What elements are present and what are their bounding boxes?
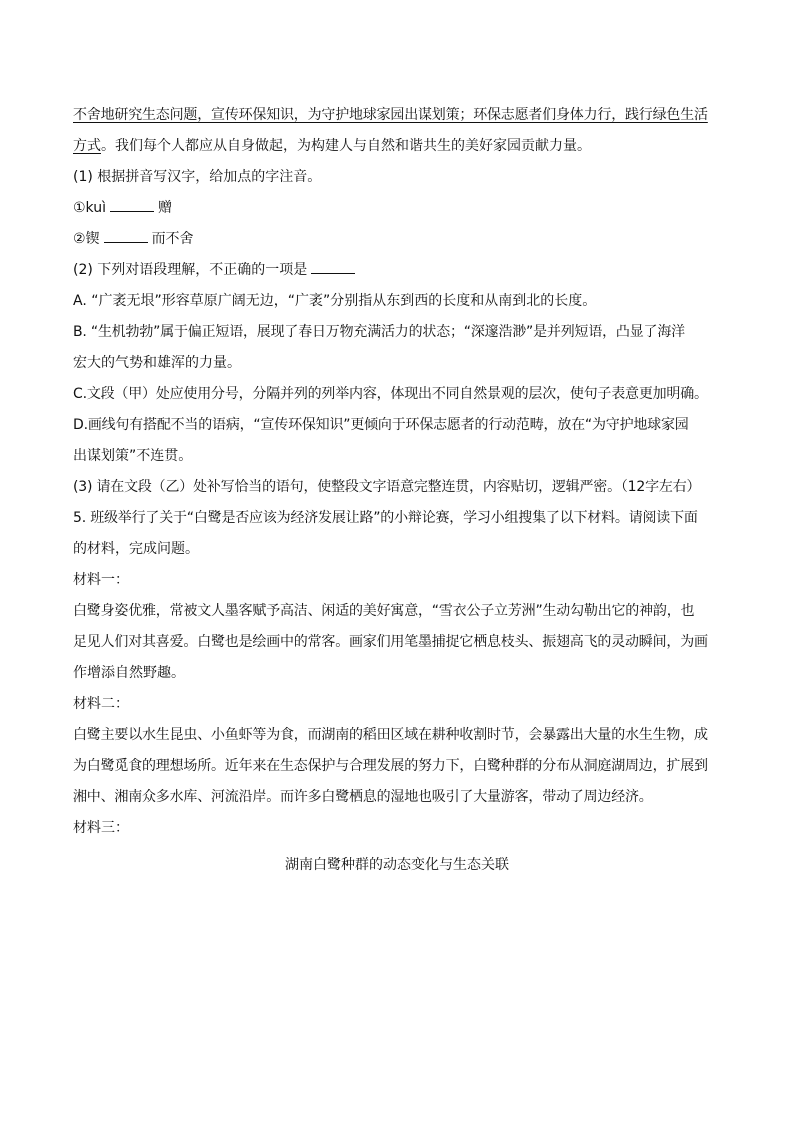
passage-line-2 <box>73 131 721 162</box>
item-1-suffix: 赠 <box>158 200 172 216</box>
question-1-item-2 <box>73 224 721 255</box>
material-1-line-3: 作增添自然野趣。 <box>73 665 185 681</box>
material-1-line-1: 白鹭身姿优雅，常被文人墨客赋予高洁、闲适的美好寓意，“雪衣公子立芳洲”生动勾勒出它的神韵，也 <box>73 603 695 619</box>
question-2-option-b-line-1: B. “生机勃勃”属于偏正短语，展现了春日万物充满活力的状态；“深邃浩渺”是并列短语，凸显了海洋 <box>73 324 685 340</box>
material-3-label: 材料三： <box>73 820 129 836</box>
material-2-line-1: 白鹭主要以水生昆虫、小鱼虾等为食，而湖南的稻田区域在耕种收割时节，会暴露出大量的水生生物，成 <box>73 727 708 743</box>
material-2-line-3: 湘中、湘南众多水库、河流沿岸。而许多白鹭栖息的湿地也吸引了大量游客，带动了周边经济。 <box>73 789 653 805</box>
material-2-line-2: 为白鹭觅食的理想场所。近年来在生态保护与合理发展的努力下，白鹭种群的分布从洞庭湖周边，扩展到 <box>73 758 708 774</box>
passage-line-2-rest: 。我们每个人都应从自身做起，为构建人与自然和谐共生的美好家园贡献力量。 <box>101 138 591 154</box>
question-1-prompt: (1) 根据拼音写汉字，给加点的字注音。 <box>73 169 322 185</box>
question-2-prompt <box>73 255 721 286</box>
item-2-suffix: 而不舍 <box>151 231 194 247</box>
question-5-line-2: 的材料，完成问题。 <box>73 541 199 557</box>
question-2-option-a: A. “广袤无垠”形容草原广阔无边，“广袤”分别指从东到西的长度和从南到北的长度。 <box>73 293 597 309</box>
question-2-option-d-line-2: 出谋划策”不连贯。 <box>73 448 193 464</box>
answer-blank[interactable] <box>104 228 148 243</box>
passage-underlined-end: 方式 <box>73 138 101 154</box>
question-2-option-c: C.文段（甲）处应使用分号，分隔并列的列举内容，体现出不同自然景观的层次，使句子表意更加明确。 <box>73 386 708 402</box>
question-1-item-1 <box>73 193 721 224</box>
item-1-prefix: ①kuì <box>73 200 106 216</box>
question-2-option-b-line-2: 宏大的气势和雄浑的力量。 <box>73 355 241 371</box>
question-2-text: (2) 下列对语段理解，不正确的一项是 <box>73 262 308 278</box>
question-5-line-1: 5. 班级举行了关于“白鹭是否应该为经济发展让路”的小辩论赛，学习小组搜集了以下材料。请阅读下面 <box>73 510 698 526</box>
material-3-title: 湖南白鹭种群的动态变化与生态关联 <box>285 857 509 873</box>
material-2-label: 材料二： <box>73 696 129 712</box>
item-2-prefix: ②锲 <box>73 231 100 247</box>
answer-blank[interactable] <box>311 259 355 274</box>
answer-blank[interactable] <box>110 197 154 212</box>
passage-line-1: 不舍地研究生态问题，宣传环保知识，为守护地球家园出谋划策；环保志愿者们身体力行，践行绿色生活 <box>73 107 708 123</box>
material-1-label: 材料一： <box>73 572 129 588</box>
exam-content <box>73 100 721 881</box>
question-3-prompt: (3) 请在文段（乙）处补写恰当的语句，使整段文字语意完整连贯，内容贴切，逻辑严密。（12字左右） <box>73 479 701 495</box>
material-1-line-2: 足见人们对其喜爱。白鹭也是绘画中的常客。画家们用笔墨捕捉它栖息枝头、振翅高飞的灵动瞬间，为画 <box>73 634 708 650</box>
question-2-option-d-line-1: D.画线句有搭配不当的语病，“宣传环保知识”更倾向于环保志愿者的行动范畴，放在“为守护地球家园 <box>73 417 689 433</box>
